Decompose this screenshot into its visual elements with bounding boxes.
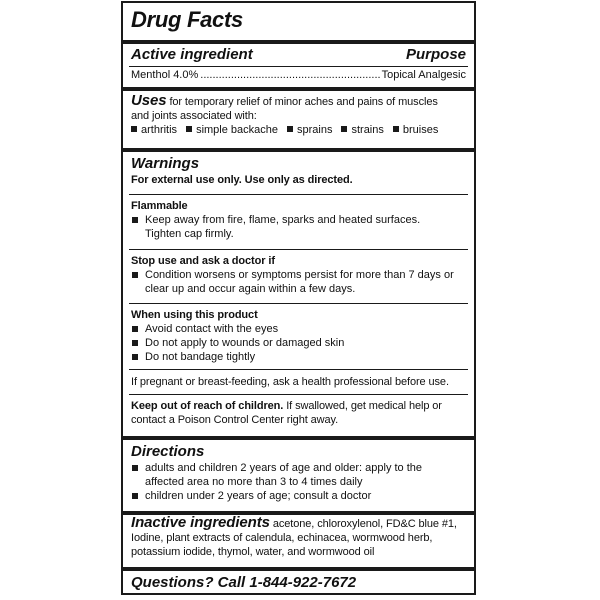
list-item: strains (341, 123, 383, 137)
divider-stop-use (129, 249, 468, 250)
bullet-square-icon (186, 126, 192, 132)
divider-flammable (129, 194, 468, 195)
stop-use-section (123, 254, 474, 296)
bullet-square-icon (287, 126, 293, 132)
list-item: arthritis (131, 123, 177, 137)
pregnant-text: If pregnant or breast-feeding, ask a health professional before use. (131, 376, 449, 388)
directions-heading: Directions (131, 443, 205, 460)
inactive-line2: Iodine, plant extracts of calendula, echinacea, wormwood herb, (131, 532, 433, 544)
stop-use-line1: Condition worsens or symptoms persist for more than 7 days or (145, 269, 454, 281)
divider-uses (123, 87, 474, 91)
active-ingredient-heading: Active ingredient (131, 46, 253, 63)
flammable-section (123, 199, 474, 241)
bullet-square-icon (132, 326, 138, 332)
drug-facts-panel (121, 1, 476, 595)
uses-line1: for temporary relief of minor aches and pains of muscles (169, 96, 438, 108)
list-item: Avoid contact with the eyes (131, 322, 466, 336)
list-item: Do not bandage tightly (131, 350, 466, 364)
flammable-heading: Flammable (131, 200, 188, 212)
keep-out-text: Keep out of reach of children. (131, 400, 284, 412)
warnings-heading: Warnings (131, 155, 200, 172)
list-item: adults and children 2 years of age and older: apply to the affected area no more than 3 to 4 times daily (131, 461, 466, 489)
flammable-line2: Tighten cap firmly. (145, 228, 234, 240)
bullet-square-icon (131, 126, 137, 132)
inactive-line1: acetone, chloroxylenol, FD&C blue #1, (272, 518, 457, 530)
divider-when-using (129, 303, 468, 304)
stop-use-line2: clear up and occur again within a few days. (145, 283, 356, 295)
children-section (123, 399, 474, 427)
uses-section (123, 94, 474, 137)
bullet-square-icon (132, 217, 138, 223)
directions-section (123, 443, 474, 503)
list-item: bruises (393, 123, 438, 137)
divider-directions (123, 436, 474, 440)
list-item: children under 2 years of age; consult a doctor (131, 489, 466, 503)
title-section (123, 7, 474, 33)
bullet-square-icon (341, 126, 347, 132)
uses-line2: and joints associated with: (131, 110, 257, 122)
swallowed-text: If swallowed, get medical help or (283, 400, 442, 412)
when-using-heading: When using this product (131, 309, 258, 321)
questions-section (123, 574, 474, 592)
inactive-line3: potassium iodide, thymol, water, and wormwood oil (131, 546, 375, 558)
purpose-value: Topical Analgesic (381, 69, 466, 81)
active-ingredient-value: Menthol 4.0% (131, 69, 199, 81)
bullet-square-icon (132, 340, 138, 346)
bullet-square-icon (393, 126, 399, 132)
dot-leader (200, 68, 379, 82)
bullet-square-icon (132, 272, 138, 278)
purpose-heading: Purpose (405, 46, 466, 63)
questions-text: Questions? Call 1-844-922-7672 (131, 574, 357, 591)
divider-questions (123, 567, 474, 571)
inactive-section (123, 516, 474, 559)
list-item: Do not apply to wounds or damaged skin (131, 336, 466, 350)
divider-warnings (123, 148, 474, 152)
flammable-line1: Keep away from fire, flame, sparks and heated surfaces. (145, 214, 421, 226)
active-ingredient-row (123, 68, 474, 82)
warnings-section (123, 155, 474, 187)
list-item: sprains (287, 123, 332, 137)
divider-pregnant (129, 369, 468, 370)
inactive-heading: Inactive ingredients (131, 514, 270, 531)
external-use-text: For external use only. Use only as directed. (131, 174, 353, 186)
bullet-square-icon (132, 493, 138, 499)
bullet-square-icon (132, 465, 138, 471)
pregnant-section (123, 375, 474, 389)
drug-facts-title: Drug Facts (131, 7, 243, 32)
stop-use-heading: Stop use and ask a doctor if (131, 255, 275, 267)
when-using-section (123, 308, 474, 364)
uses-heading: Uses (131, 92, 167, 109)
list-item: simple backache (186, 123, 278, 137)
divider-title (123, 40, 474, 44)
divider-children (129, 394, 468, 395)
divider-active (129, 66, 468, 67)
active-ingredient-section (123, 46, 474, 64)
poison-control-text: contact a Poison Control Center right away. (131, 414, 339, 426)
bullet-square-icon (132, 354, 138, 360)
uses-list (131, 123, 466, 137)
